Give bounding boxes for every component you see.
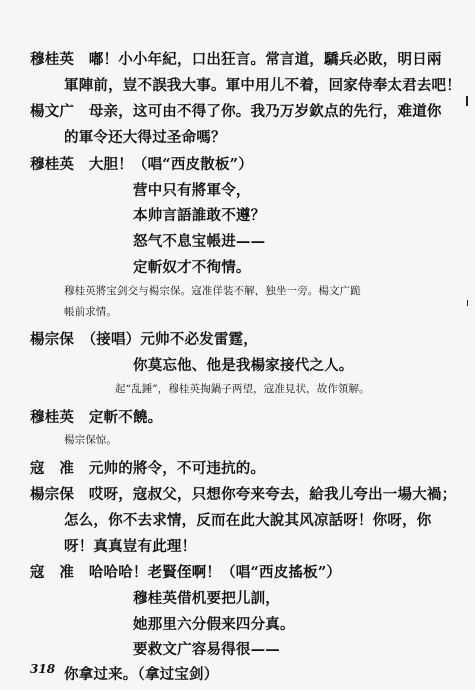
- line-text: 帳前求情。: [64, 306, 117, 318]
- verse-line: [133, 179, 251, 200]
- line-text: 穆桂英借机要把儿訓，: [133, 590, 280, 607]
- dialogue-line: [64, 663, 218, 684]
- verse-line: [133, 204, 265, 225]
- verse-line: [133, 354, 354, 375]
- line-text: 怒气不息宝帳进——: [133, 233, 266, 250]
- line-text: 你莫忘他、他是我楊家接代之人。: [133, 357, 354, 374]
- dialogue-line: [30, 153, 253, 174]
- speaker-name: 穆桂英: [30, 51, 75, 68]
- stage-direction: [64, 432, 117, 447]
- line-text: 哎呀，寇叔父，只想你夸来夸去，給我儿夸出一場大禍；: [88, 486, 457, 503]
- dialogue-line: [64, 74, 461, 95]
- line-text: 本帅言語誰敢不遵？: [133, 207, 266, 224]
- dialogue-line: [30, 48, 442, 69]
- dialogue-line: [30, 483, 456, 504]
- line-text: 大胆！（唱“西皮散板”）: [88, 156, 253, 173]
- stage-direction: [64, 283, 361, 298]
- dialogue-line: [64, 126, 226, 147]
- speaker-name: 寇 准: [30, 460, 75, 477]
- line-text: 母亲，这可由不得了你。我乃万岁欽点的先行，难道你: [88, 103, 442, 120]
- line-text: 要救文广容易得很——: [133, 641, 280, 658]
- scan-edge-mark: [467, 300, 468, 306]
- line-text: 你拿过来。（拿过宝剑）: [64, 666, 219, 683]
- line-text: 的軍令还大得过圣命嗎？: [64, 129, 226, 146]
- line-text: 她那里六分假来四分真。: [133, 616, 295, 633]
- line-text: 呀！真真豈有此理！: [64, 538, 197, 555]
- verse-line: [133, 638, 280, 659]
- verse-line: [133, 256, 251, 277]
- dialogue-line: [30, 561, 341, 582]
- dialogue-line: [64, 509, 432, 530]
- verse-line: [133, 613, 295, 634]
- speaker-name: 穆桂英: [30, 156, 75, 173]
- line-text: 定斬不饒。: [88, 409, 163, 426]
- line-text: 起“乱錘”，穆桂英掏鍋子两望，寇准見状，故作領解。: [115, 383, 370, 395]
- stage-direction: [64, 304, 117, 319]
- dialogue-line: [30, 100, 442, 121]
- speaker-name: 穆桂英: [30, 409, 75, 426]
- dialogue-line: [30, 328, 258, 349]
- speaker-name: 寇 准: [30, 564, 75, 581]
- dialogue-line: [30, 406, 162, 427]
- line-text: 軍陣前，豈不誤我大事。軍中用儿不着，回家侍奉太君去吧！: [64, 77, 461, 94]
- page-number: 318: [30, 662, 56, 676]
- line-text: 嘟！小小年紀，口出狂言。常言道，驕兵必敗，明日兩: [88, 51, 442, 68]
- verse-line: [133, 230, 265, 251]
- scan-edge-mark: [466, 96, 468, 106]
- dialogue-line: [64, 535, 196, 556]
- speaker-name: 楊宗保: [30, 331, 75, 348]
- dialogue-line: [30, 457, 265, 478]
- line-text: 定斬奴才不徇情。: [133, 259, 251, 276]
- verse-line: [133, 587, 280, 608]
- line-text: （接唱）元帅不必发雷霆，: [88, 331, 258, 348]
- line-text: 穆桂英將宝剑交与楊宗保。寇准佯装不解，独坐一旁。楊文广跪: [64, 285, 361, 297]
- line-text: 元帅的將令，不可违抗的。: [88, 460, 266, 477]
- line-text: 怎么，你不去求情，反而在此大說其风凉話呀！你呀，你: [64, 512, 432, 529]
- line-text: 楊宗保惊。: [64, 434, 117, 446]
- speaker-name: 楊文广: [30, 103, 75, 120]
- stage-direction: [115, 381, 370, 396]
- line-text: 营中只有將軍令，: [133, 182, 251, 199]
- speaker-name: 楊宗保: [30, 486, 75, 503]
- line-text: 哈哈哈！老賢侄啊！（唱“西皮搖板”）: [88, 564, 342, 581]
